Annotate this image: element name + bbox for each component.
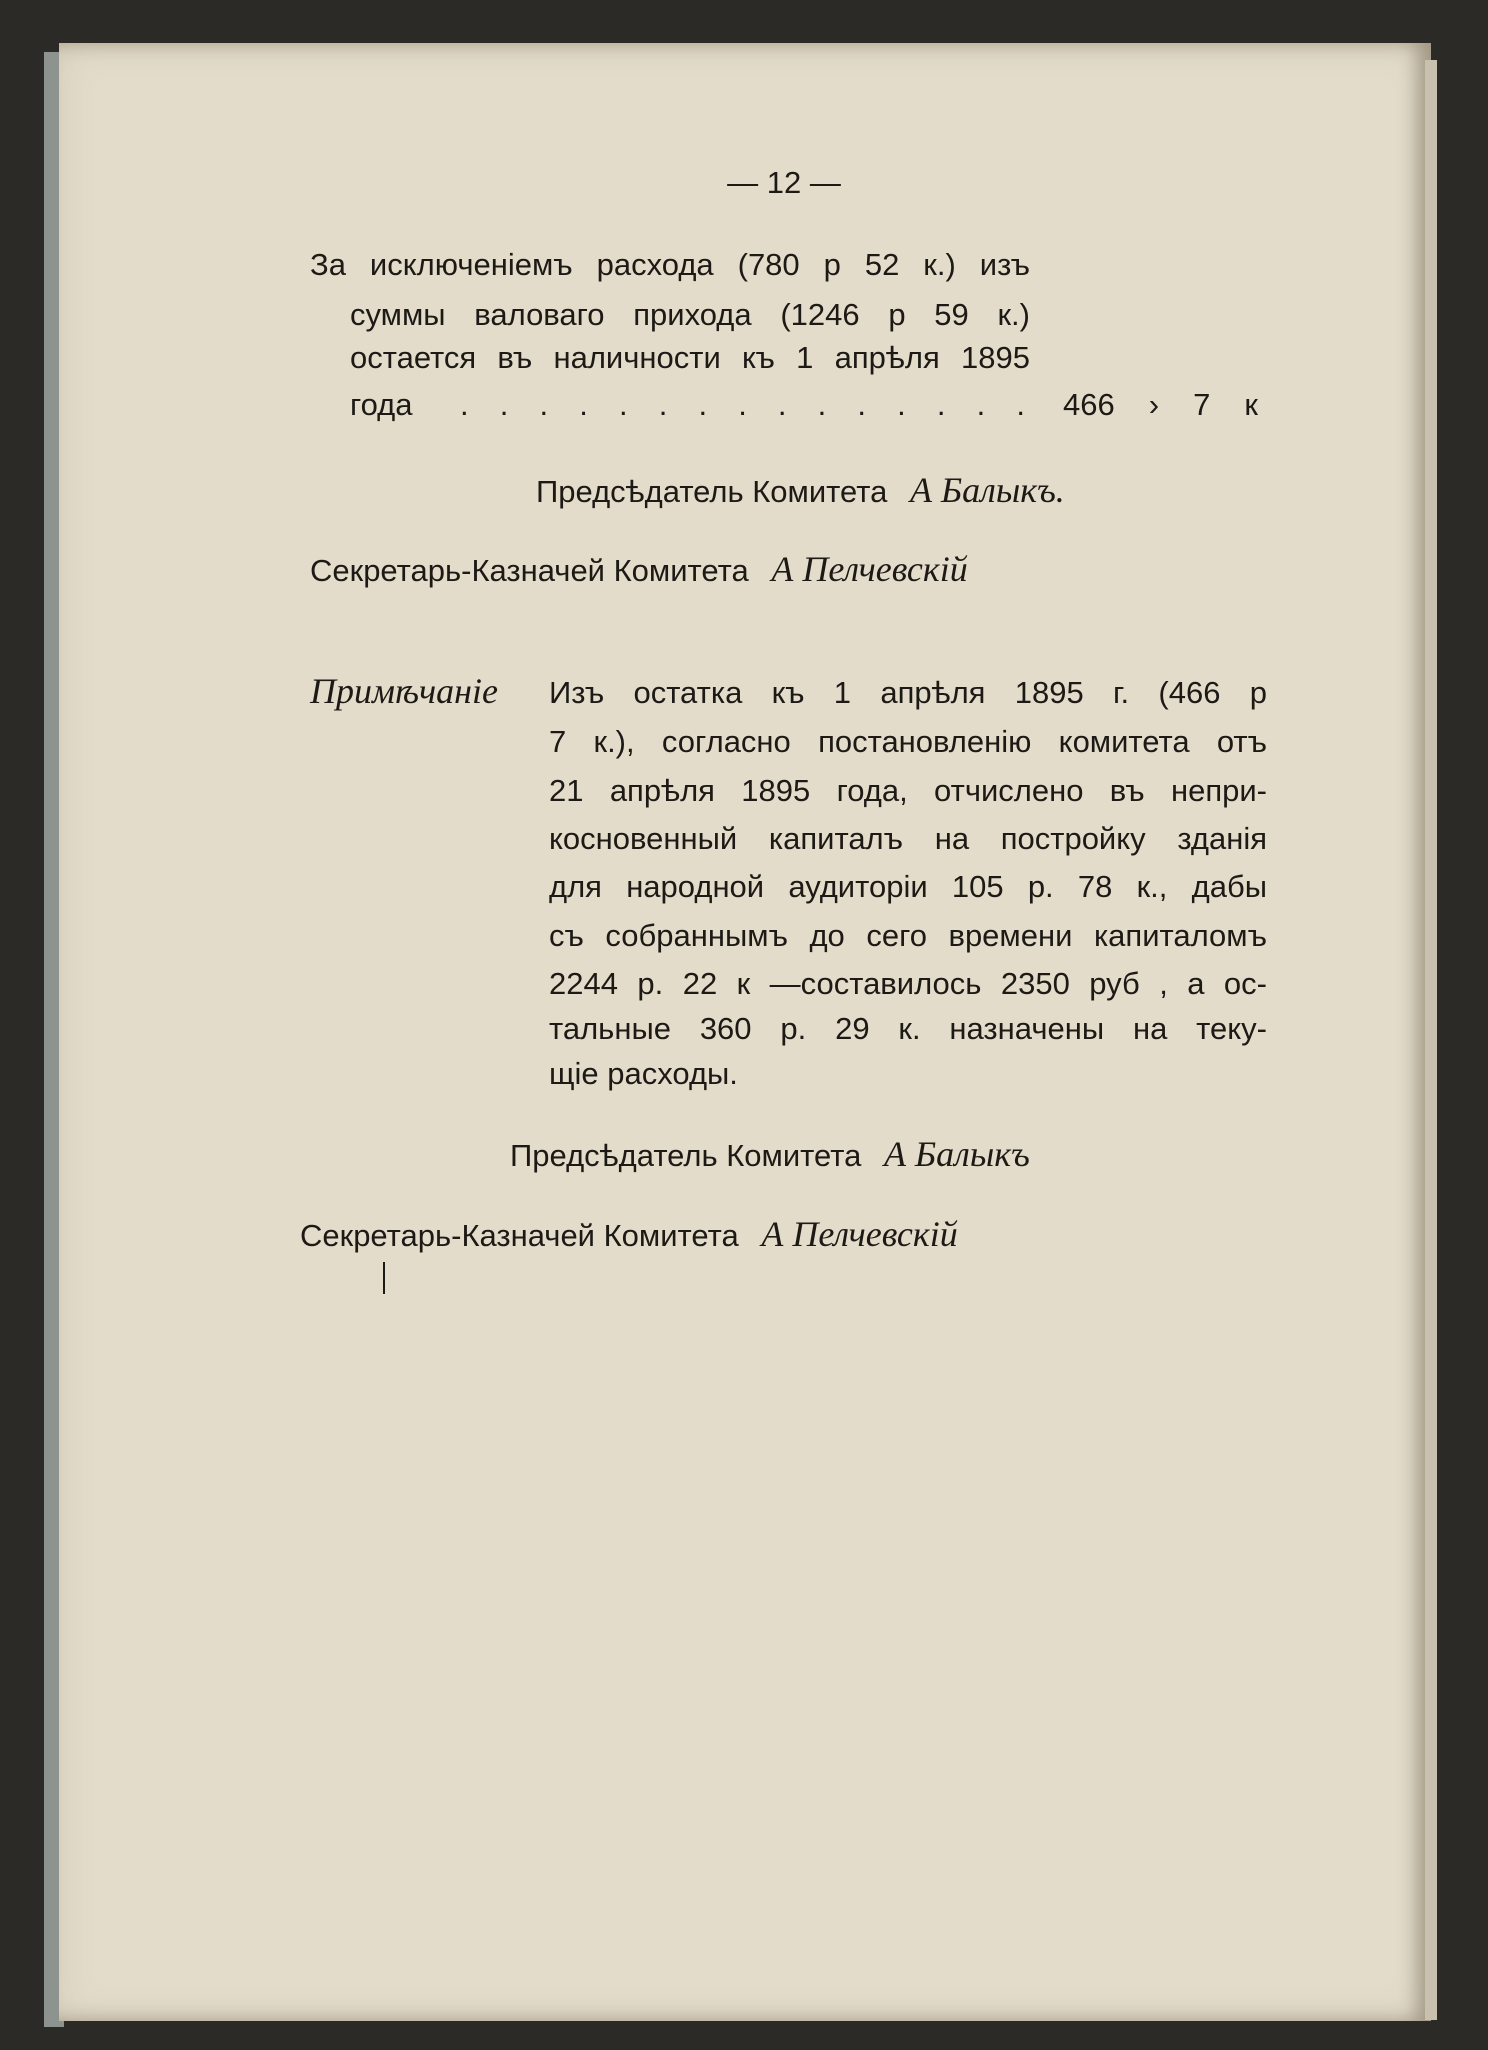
secretary-name: А Пелчевскій [761, 1214, 958, 1254]
chairman-name: А Балыкъ [883, 1134, 1030, 1174]
page-number: — 12 — [727, 165, 841, 200]
chairman-name: А Балыкъ. [909, 470, 1065, 510]
chairman-title: Предсѣдатель Комитета [510, 1138, 862, 1173]
dot-leader: . . . . . . . . . . . . . . . [460, 387, 1025, 422]
balance-line-2: суммы валоваго прихода (1246 р 59 к.) [350, 297, 1030, 332]
page-edge [1425, 60, 1437, 2020]
note-line-7: 2244 р. 22 к —составилось 2350 руб , а ос- [549, 966, 1267, 1001]
secretary-signature-2 [300, 1214, 958, 1256]
balance-last-word: года [350, 387, 413, 422]
secretary-signature-1 [310, 549, 968, 591]
note-line-3: 21 апрѣля 1895 года, отчислено въ непри- [549, 773, 1267, 808]
balance-line-3: остается въ наличности къ 1 апрѣля 1895 [350, 340, 1030, 375]
secretary-title: Секретарь-Казначей Комитета [310, 553, 749, 588]
chairman-signature-1 [536, 470, 1065, 512]
chairman-signature-2 [510, 1134, 1030, 1176]
note-line-9: щіе расходы. [549, 1056, 738, 1091]
note-line-2: 7 к.), согласно постановленію комитета отъ [549, 724, 1267, 759]
chairman-title: Предсѣдатель Комитета [536, 474, 888, 509]
balance-line-1: За исключеніемъ расхода (780 р 52 к.) изъ [310, 247, 1030, 282]
note-label: Примѣчаніе [310, 671, 498, 711]
note-line-8: тальные 360 р. 29 к. назначены на теку- [549, 1011, 1267, 1046]
note-line-4: косновенный капиталъ на постройку зданія [549, 821, 1267, 856]
secretary-title: Секретарь-Казначей Комитета [300, 1218, 739, 1253]
secretary-name: А Пелчевскій [771, 549, 968, 589]
print-mark [383, 1262, 385, 1294]
balance-amount: 466 › 7 к [1063, 387, 1258, 422]
note-line-1: Изъ остатка къ 1 апрѣля 1895 г. (466 р [549, 675, 1267, 710]
note-line-6: съ собраннымъ до сего времени капиталомъ [549, 918, 1267, 953]
note-line-5: для народной аудиторіи 105 р. 78 к., дабы [549, 869, 1267, 904]
